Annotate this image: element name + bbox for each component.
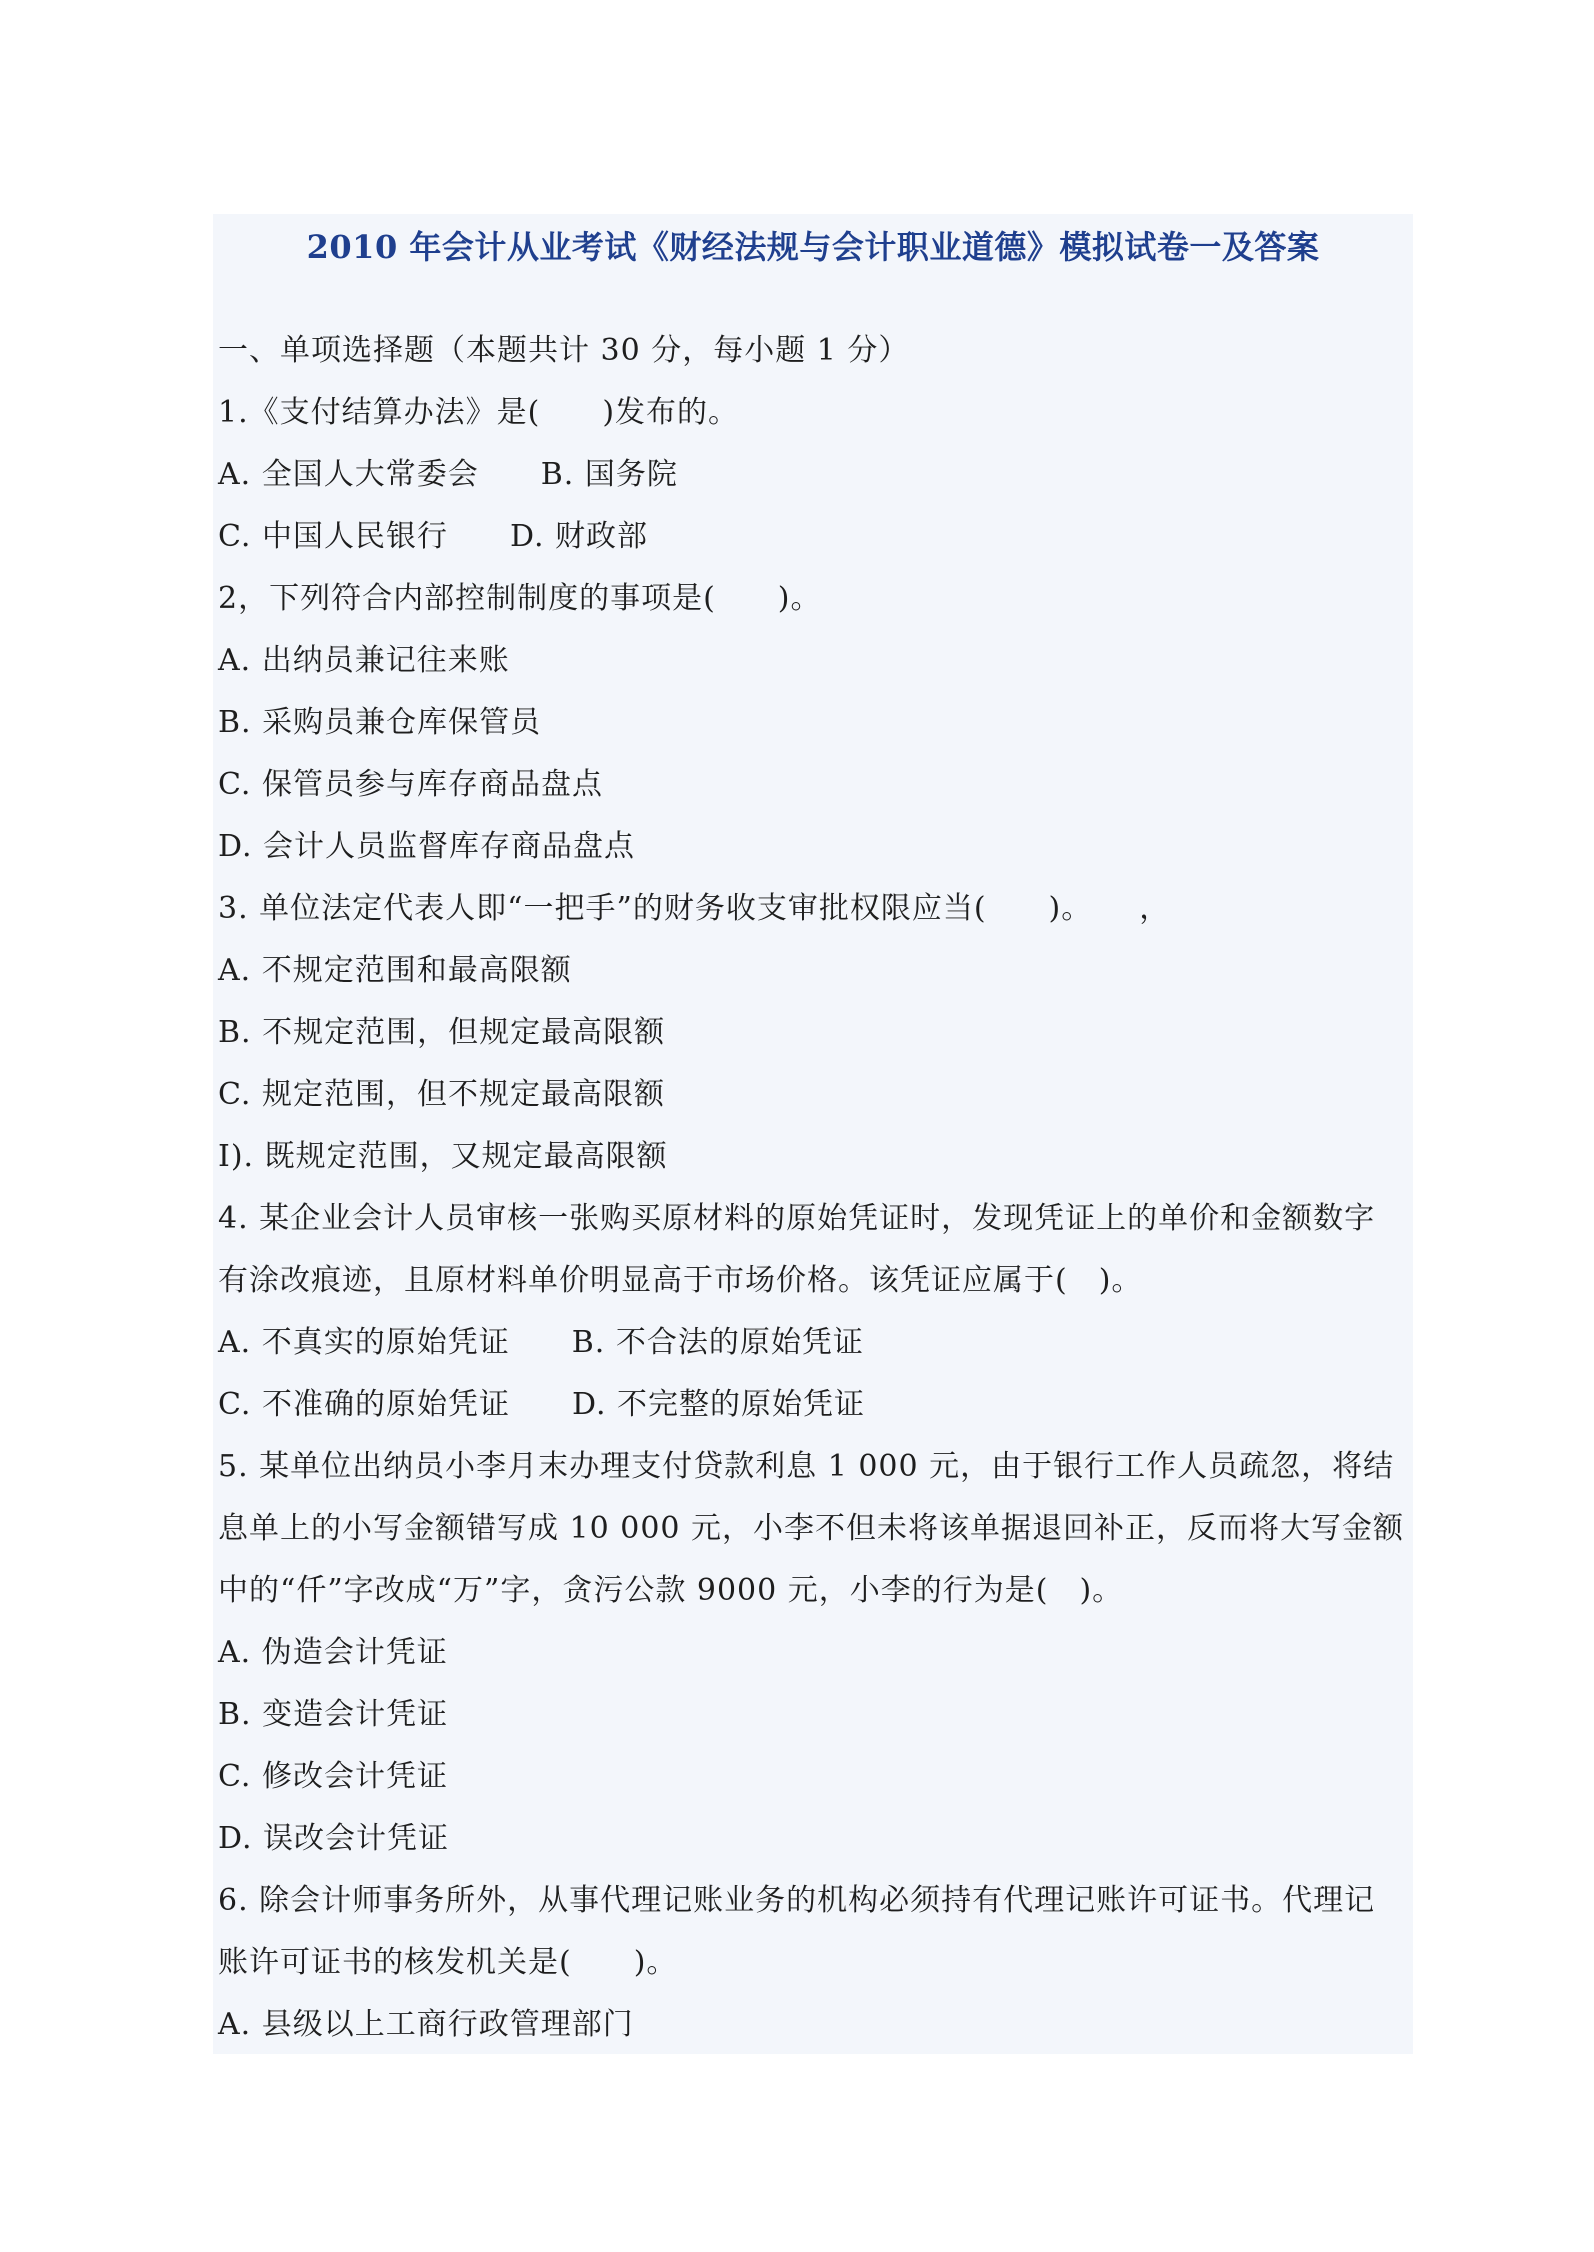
- option-line: C. 保管员参与库存商品盘点: [218, 767, 603, 802]
- document-body: [218, 320, 1410, 2056]
- question-line: 账许可证书的核发机关是( )。: [218, 1945, 678, 1980]
- option-line: A. 不真实的原始凭证 B. 不合法的原始凭证: [218, 1325, 864, 1360]
- option-line: A. 出纳员兼记往来账: [218, 643, 510, 678]
- option-line: B. 不规定范围，但规定最高限额: [218, 1015, 666, 1050]
- option-line: C. 修改会计凭证: [218, 1759, 448, 1794]
- option-line: B. 变造会计凭证: [218, 1697, 449, 1732]
- option-line: C. 不准确的原始凭证 D. 不完整的原始凭证: [218, 1387, 866, 1422]
- question-line: 4. 某企业会计人员审核一张购买原材料的原始凭证时，发现凭证上的单价和金额数字: [218, 1201, 1376, 1236]
- question-line: 2，下列符合内部控制制度的事项是( )。: [218, 581, 822, 616]
- option-line: C. 规定范围，但不规定最高限额: [218, 1077, 665, 1112]
- option-line: D. 误改会计凭证: [218, 1821, 450, 1856]
- option-line: C. 中国人民银行 D. 财政部: [218, 519, 649, 554]
- option-line: I). 既规定范围，又规定最高限额: [218, 1139, 668, 1174]
- option-line: A. 不规定范围和最高限额: [218, 953, 572, 988]
- question-line: 有涂改痕迹，且原材料单价明显高于市场价格。该凭证应属于( )。: [218, 1263, 1143, 1298]
- question-line: 1.《支付结算办法》是( )发布的。: [218, 395, 740, 430]
- option-line: A. 县级以上工商行政管理部门: [218, 2007, 634, 2042]
- question-line: 5. 某单位出纳员小李月末办理支付贷款利息 1 000 元，由于银行工作人员疏忽，将结: [218, 1449, 1395, 1484]
- section-heading: 一、单项选择题（本题共计 30 分，每小题 1 分）: [218, 333, 910, 368]
- option-line: A. 全国人大常委会 B. 国务院: [218, 457, 678, 492]
- document-title: 2010 年会计从业考试《财经法规与会计职业道德》模拟试卷一及答案: [306, 228, 1320, 266]
- question-line: 6. 除会计师事务所外，从事代理记账业务的机构必须持有代理记账许可证书。代理记: [218, 1883, 1376, 1918]
- question-line: 3. 单位法定代表人即“一把手”的财务收支审批权限应当( )。 ，: [218, 891, 1171, 926]
- question-line: 息单上的小写金额错写成 10 000 元，小李不但未将该单据退回补正，反而将大写金额: [218, 1511, 1405, 1546]
- option-line: A. 伪造会计凭证: [218, 1635, 448, 1670]
- option-line: B. 采购员兼仓库保管员: [218, 705, 542, 740]
- option-line: D. 会计人员监督库存商品盘点: [218, 829, 636, 864]
- question-line: 中的“仟”字改成“万”字，贪污公款 9000 元，小李的行为是( )。: [218, 1573, 1124, 1608]
